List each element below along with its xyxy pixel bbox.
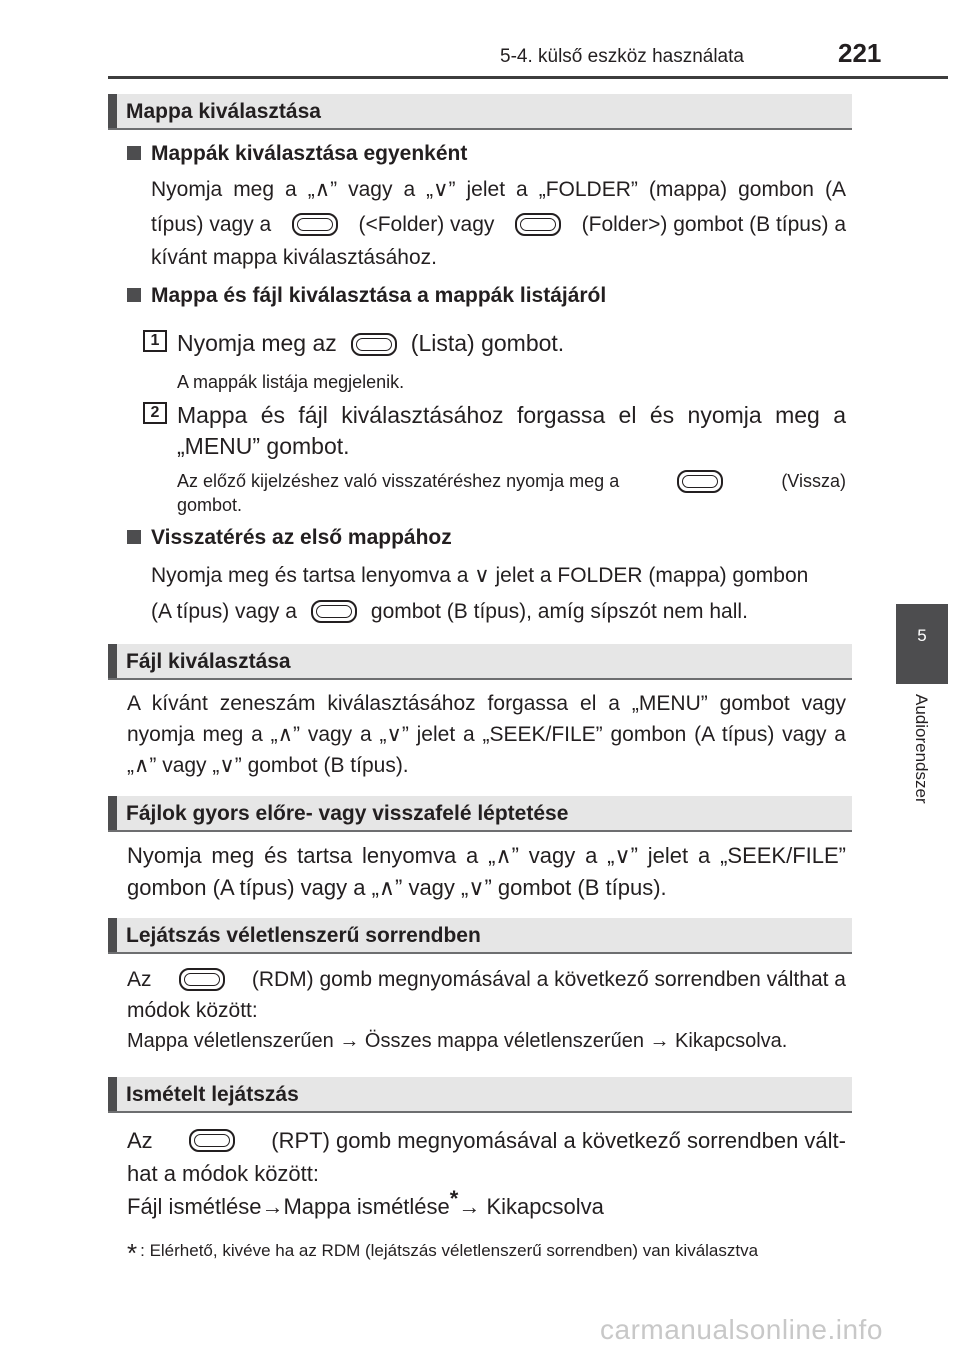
step-number-1: 1 [143,330,167,352]
chapter-label-container [895,694,947,834]
chapter-tab [896,604,948,684]
text-fragment: (A típus) vagy a [151,600,297,623]
paragraph-gyors [127,840,846,904]
step1-text [177,328,564,359]
paragraph-fajl [127,688,846,781]
text-line: Nyomja meg és tartsa lenyomva a „∧” vagy a „∨” jelet a „SEEK/FILE” [127,843,846,868]
folder-button-icon [311,600,357,623]
paragraph-random [127,964,846,1057]
text-fragment: (RPT) gomb megnyomásával a következő sorrendben vált- [271,1128,846,1153]
paragraph-visszateres [151,560,846,627]
subheading-mappa-lista [127,284,606,308]
footnote-marker: * [449,1186,459,1211]
text-line: hat a módok között: [127,1161,319,1186]
chapter-number: 5 [917,626,927,645]
step-number-2: 2 [143,402,167,424]
section-header-fajl [108,644,852,680]
bullet-square-icon [127,530,141,544]
text-line [127,1186,846,1223]
list-button-icon [351,333,397,356]
text-line: Nyomja meg és tartsa lenyomva a ∨ jelet a FOLDER (mappa) gombon [151,564,809,587]
text-line: nyomja meg a „∧” vagy a „∨” jelet a „SEEK/FILE” gombon (A típus) vagy a [127,723,846,746]
header-divider [108,76,948,79]
text-line: Mappa véletlenszerűen → Összes mappa véletlenszerűen → Kikapcsolva. [127,1030,788,1052]
subheading-text: Visszatérés az első mappához [151,526,452,549]
section-title: Ismételt lejátszás [126,1083,299,1106]
subheading-visszateres [127,526,452,550]
section-header-mappa [108,94,852,130]
text-line: gombot. [177,495,243,515]
paragraph-mappak-egyenkent [151,174,846,273]
step2-note [177,469,846,517]
section-header-repeat [108,1077,852,1113]
text-fragment: (RDM) gomb megnyomásával a következő sorrendben válthat a [251,968,846,991]
text-fragment: típus) vagy a [151,213,272,236]
text-line: kívánt mappa kiválasztásához. [151,246,437,269]
section-header-gyors [108,796,852,832]
text-fragment: → Kikapcsolva [458,1194,604,1219]
section-title: Mappa kiválasztása [126,100,321,123]
text-line: Nyomja meg a „∧” vagy a „∨” jelet a „FOLDER” (mappa) gombon (A [151,178,846,201]
folder-next-button-icon [515,213,561,236]
section-title: Fájl kiválasztása [126,650,291,673]
section-title: Lejátszás véletlenszerű sorrendben [126,924,481,947]
text-fragment: Fájl ismétlése→Mappa ismétlése [127,1194,450,1219]
subheading-text: Mappák kiválasztása egyenként [151,142,468,165]
rpt-button-icon [189,1129,235,1152]
text-fragment: Az [127,1128,153,1153]
text-fragment: Nyomja meg az [177,330,337,356]
subheading-mappak-egyenkent [127,142,467,166]
footnote-star: * [127,1238,138,1268]
text-line: gombon (A típus) vagy a „∧” vagy „∨” gombot (B típus). [127,875,667,900]
step1-note: A mappák listája megjelenik. [177,372,405,392]
bullet-square-icon [127,288,141,302]
page-number: 221 [838,38,882,68]
text-fragment: Az előző kijelzéshez való visszatéréshez nyomja meg a [177,471,620,491]
text-fragment: gombot (B típus), amíg sípszót nem hall. [370,600,748,623]
bullet-square-icon [127,146,141,160]
text-line [127,1124,846,1157]
text-line [127,964,846,995]
text-line: „MENU” gombot. [177,433,350,459]
paragraph-repeat [127,1124,846,1223]
text-line: Mappa és fájl kiválasztásához forgassa el és nyomja meg a [177,402,846,428]
footnote-text: : Elérhető, kivéve ha az RDM (lejátszás véletlenszerű sorrendben) van kiválasztva [140,1241,759,1260]
text-line: módok között: [127,999,258,1022]
header-section-title: 5-4. külső eszköz használata [500,46,744,67]
subheading-text: Mappa és fájl kiválasztása a mappák listájáról [151,284,607,307]
text-line [177,469,846,493]
section-header-random [108,918,852,954]
footnote [127,1232,759,1268]
chapter-label: Audiorendszer [912,694,931,804]
text-fragment: (Vissza) [781,471,846,491]
text-fragment: (Lista) gombot. [410,330,565,356]
text-fragment: (Folder>) gombot (B típus) a [581,213,846,236]
text-line: „∧” vagy „∨” gombot (B típus). [127,754,409,777]
folder-prev-button-icon [292,213,338,236]
rdm-button-icon [179,968,225,991]
text-line [151,209,846,240]
back-button-icon [677,470,723,493]
watermark: carmanualsonline.info [600,1314,883,1345]
text-line: A kívánt zeneszám kiválasztásához forgassa el a „MENU” gombot vagy [127,692,846,715]
step2-text [177,400,846,462]
text-line [151,596,846,627]
text-fragment: (<Folder) vagy [358,213,495,236]
text-fragment: Az [127,968,152,991]
section-title: Fájlok gyors előre- vagy visszafelé léptetése [126,802,569,825]
